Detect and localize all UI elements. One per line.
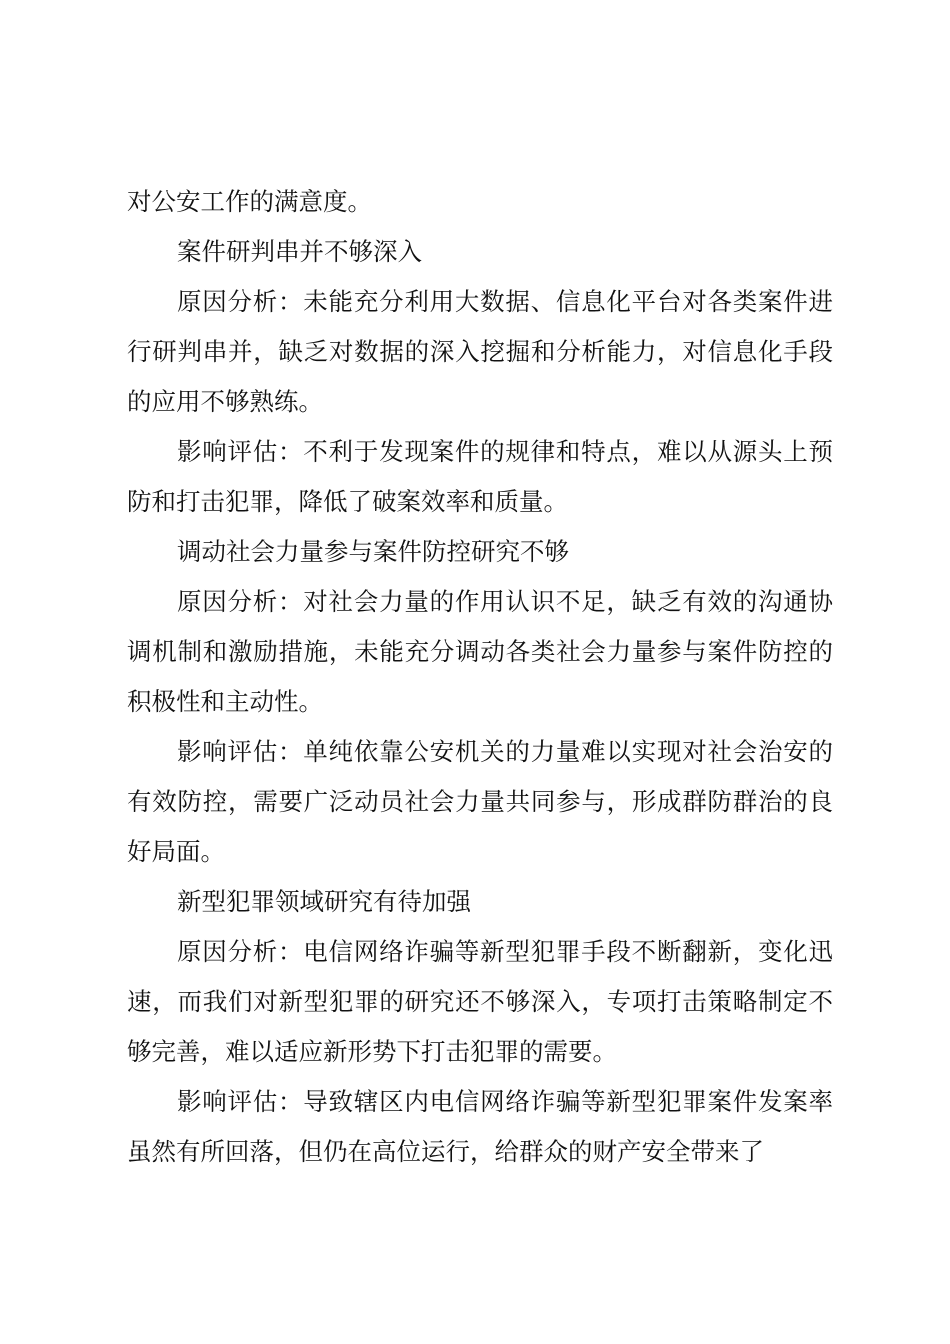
paragraph-impact-assessment-2: 影响评估：单纯依靠公安机关的力量难以实现对社会治安的有效防控，需要广泛动员社会力量共同参与，形成群防群治的良好局面。 (127, 737, 833, 866)
paragraph-cause-analysis-1: 原因分析：未能充分利用大数据、信息化平台对各类案件进行研判串并，缺乏对数据的深入挖掘和分析能力，对信息化手段的应用不够熟练。 (127, 287, 833, 416)
section-heading-case-analysis: 案件研判串并不够深入 (177, 237, 422, 266)
paragraph-cause-analysis-3: 原因分析：电信网络诈骗等新型犯罪手段不断翻新，变化迅速，而我们对新型犯罪的研究还不够深入，专项打击策略制定不够完善，难以适应新形势下打击犯罪的需要。 (127, 937, 833, 1066)
paragraph-impact-assessment-1: 影响评估：不利于发现案件的规律和特点，难以从源头上预防和打击犯罪，降低了破案效率和质量。 (127, 437, 833, 516)
paragraph-continuation: 对公安工作的满意度。 (127, 187, 372, 216)
paragraph-cause-analysis-2: 原因分析：对社会力量的作用认识不足，缺乏有效的沟通协调机制和激励措施，未能充分调动各类社会力量参与案件防控的积极性和主动性。 (127, 587, 833, 716)
section-heading-new-crime: 新型犯罪领域研究有待加强 (177, 887, 471, 916)
section-heading-social-forces: 调动社会力量参与案件防控研究不够 (177, 537, 569, 566)
document-body (127, 177, 833, 1177)
paragraph-impact-assessment-3: 影响评估：导致辖区内电信网络诈骗等新型犯罪案件发案率虽然有所回落，但仍在高位运行，给群众的财产安全带来了 (127, 1087, 833, 1166)
